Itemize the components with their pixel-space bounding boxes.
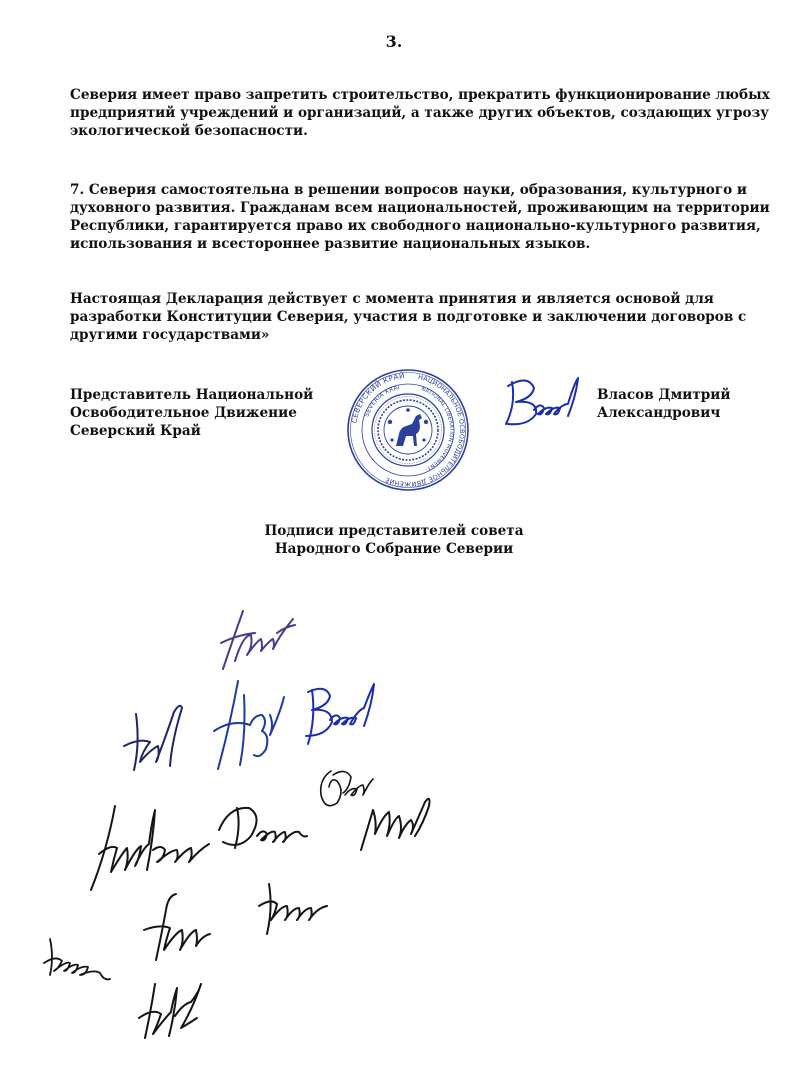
representative-line: Северский Край <box>70 423 201 439</box>
horse-emblem-icon <box>396 414 422 446</box>
seal-stars <box>388 408 428 441</box>
paragraph-line: Настоящая Декларация действует с момента принятия и является основой для <box>70 291 714 307</box>
council-signature-10-icon <box>255 880 330 940</box>
seal-inner-text-bottom: NATIONAL LIBERATION MOVEMENT <box>420 386 455 472</box>
council-signature-11-icon <box>40 935 115 990</box>
paragraph-line: духовного развития. Гражданам всем национальностей, проживающим на территории <box>70 200 770 216</box>
representative-title <box>70 386 313 440</box>
signatory-name <box>597 386 730 422</box>
signatory-line: Александрович <box>597 405 721 421</box>
representative-line: Освободительное Движение <box>70 405 297 421</box>
council-signature-6-icon <box>355 790 435 855</box>
seal-inner-text: SEVERIA KRAI <box>363 383 401 418</box>
council-signature-4-icon <box>298 680 380 752</box>
paragraph-line: другими государствами» <box>70 327 270 343</box>
paragraph-line: разработки Конституции Северия, участия в подготовке и заключении договоров с <box>70 309 747 325</box>
council-line: Подписи представителей совета <box>264 523 524 539</box>
seal-outer-text-right: НАЦИОНАЛЬНОЕ ОСВОБОДИТЕЛЬНОЕ ДВИЖЕНИЕ <box>383 373 467 489</box>
paragraph-article-7 <box>70 181 770 253</box>
signatory-line: Власов Дмитрий <box>597 387 731 403</box>
council-signatures-title <box>0 522 788 558</box>
paragraph-line: предприятий учреждений и организаций, а также других объектов, создающих угрозу <box>70 105 769 121</box>
page-number: 3. <box>385 32 403 51</box>
paragraph-line: Северия имеет право запретить строительство, прекратить функционирование любых <box>70 87 770 103</box>
council-signature-2-icon <box>120 700 190 775</box>
council-signature-9-icon <box>140 890 215 965</box>
vlasov-signature-icon <box>498 374 588 434</box>
council-line: Народного Собрание Северии <box>274 541 514 557</box>
paragraph-line: использования и всестороннее развитие национальных языков. <box>70 236 591 252</box>
council-signature-8-icon <box>215 800 310 855</box>
council-signature-12-icon <box>135 978 205 1043</box>
representative-line: Представитель Национальной <box>70 387 314 403</box>
seal-outer-text: СЕВЕРСКИЙ КРАЙ <box>349 371 406 424</box>
paragraph-line: 7. Северия самостоятельна в решении вопросов науки, образования, культурного и <box>70 182 747 198</box>
organization-seal <box>346 368 470 492</box>
council-signature-1-icon <box>215 605 300 677</box>
paragraph-line: Республики, гарантируется право их свободного национально-культурного развития, <box>70 218 761 234</box>
council-signature-7-icon <box>85 800 215 895</box>
paragraph-declaration <box>70 290 747 344</box>
paragraph-line: экологической безопасности. <box>70 123 308 139</box>
paragraph-ecology <box>70 86 770 140</box>
council-signature-3-icon <box>210 675 290 775</box>
